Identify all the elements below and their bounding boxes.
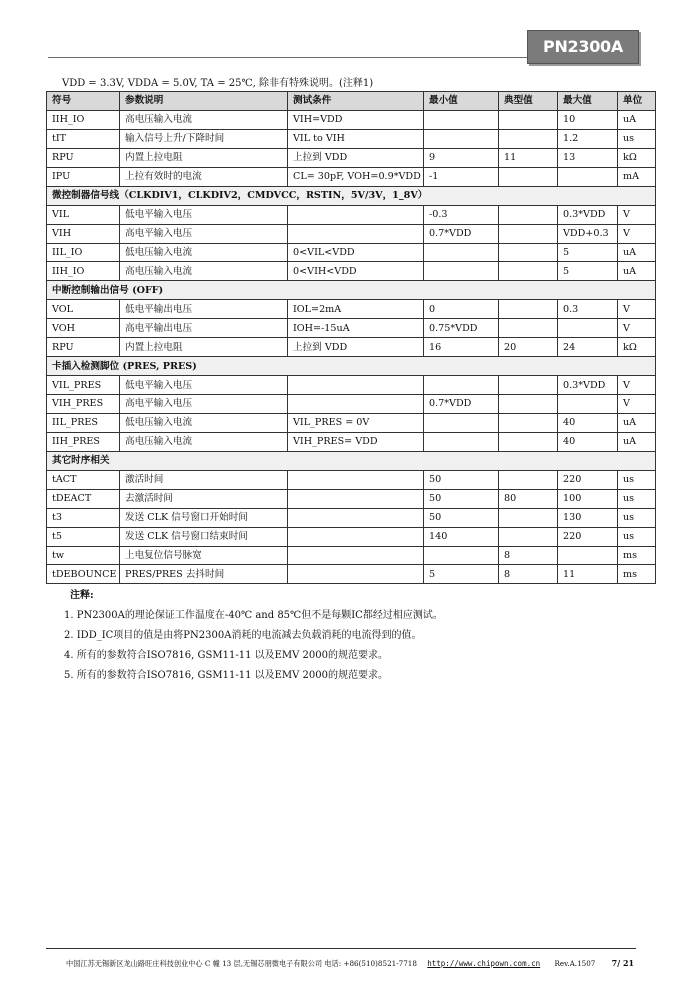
max-cell — [558, 319, 618, 338]
parameter-cell: 低电平输入电压 — [120, 376, 288, 395]
parameter-cell: 高电平输入电压 — [120, 224, 288, 243]
table-row — [47, 470, 656, 489]
symbol-cell: RPU — [47, 148, 120, 167]
note-item: 1. PN2300A的理论保证工作温度在-40℃ and 85℃但不是每颗IC都经过相应测试。 — [64, 610, 443, 621]
symbol-cell: VIL — [47, 205, 120, 224]
max-cell — [558, 167, 618, 186]
column-header: 最大值 — [558, 92, 618, 111]
parameter-cell: 低电平输入电压 — [120, 205, 288, 224]
condition-cell — [288, 205, 424, 224]
page-number: 7/ 21 — [611, 958, 635, 968]
table-row — [47, 319, 656, 338]
parameter-cell: 内置上拉电阻 — [120, 338, 288, 357]
typ-cell — [499, 319, 558, 338]
footer-rule — [46, 948, 636, 949]
typ-cell — [499, 167, 558, 186]
unit-cell: V — [618, 376, 656, 395]
table-row — [47, 395, 656, 414]
table-row — [47, 300, 656, 319]
typ-cell: 8 — [499, 565, 558, 584]
table-row — [47, 205, 656, 224]
min-cell: 0 — [424, 300, 499, 319]
column-header: 最小值 — [424, 92, 499, 111]
max-cell: 0.3*VDD — [558, 205, 618, 224]
table-section-row — [47, 281, 656, 300]
table-row — [47, 413, 656, 432]
condition-cell — [288, 395, 424, 414]
condition-cell: CL= 30pF, VOH=0.9*VDD — [288, 167, 424, 186]
section-title: 其它时序相关 — [47, 451, 656, 470]
condition-cell: 上拉到 VDD — [288, 148, 424, 167]
unit-cell: us — [618, 489, 656, 508]
table-row — [47, 565, 656, 584]
min-cell: 0.7*VDD — [424, 224, 499, 243]
max-cell: 220 — [558, 470, 618, 489]
notes-title: 注释: — [70, 590, 94, 601]
footer-revision: Rev.A.1507 — [554, 959, 596, 968]
typ-cell — [499, 432, 558, 451]
symbol-cell: IPU — [47, 167, 120, 186]
max-cell: 100 — [558, 489, 618, 508]
symbol-cell: tDEACT — [47, 489, 120, 508]
min-cell: 9 — [424, 148, 499, 167]
max-cell: VDD+0.3 — [558, 224, 618, 243]
column-header: 参数说明 — [120, 92, 288, 111]
condition-cell: VIL to VIH — [288, 129, 424, 148]
parameter-cell: 低电压输入电流 — [120, 413, 288, 432]
symbol-cell: VIL_PRES — [47, 376, 120, 395]
typ-cell — [499, 129, 558, 148]
table-row — [47, 129, 656, 148]
parameter-cell: 高电平输出电压 — [120, 319, 288, 338]
unit-cell: V — [618, 205, 656, 224]
unit-cell: kΩ — [618, 338, 656, 357]
table-row — [47, 508, 656, 527]
max-cell: 11 — [558, 565, 618, 584]
min-cell — [424, 546, 499, 565]
column-header: 测试条件 — [288, 92, 424, 111]
parameter-cell: 高电压输入电流 — [120, 262, 288, 281]
max-cell: 130 — [558, 508, 618, 527]
table-section-row — [47, 451, 656, 470]
condition-cell: 0<VIH<VDD — [288, 262, 424, 281]
min-cell: 0.7*VDD — [424, 395, 499, 414]
typ-cell: 8 — [499, 546, 558, 565]
max-cell: 10 — [558, 110, 618, 129]
condition-cell — [288, 489, 424, 508]
section-title: 微控制器信号线（CLKDIV1，CLKDIV2，CMDVCC，RSTIN，5V/3V，1_8V） — [47, 186, 656, 205]
condition-cell — [288, 546, 424, 565]
symbol-cell: tw — [47, 546, 120, 565]
min-cell: 5 — [424, 565, 499, 584]
max-cell: 5 — [558, 243, 618, 262]
parameter-cell: 高电压输入电流 — [120, 432, 288, 451]
min-cell — [424, 432, 499, 451]
table-row — [47, 243, 656, 262]
symbol-cell: RPU — [47, 338, 120, 357]
section-title: 中断控制输出信号 (OFF) — [47, 281, 656, 300]
typ-cell — [499, 262, 558, 281]
footer — [66, 958, 634, 969]
min-cell: 0.75*VDD — [424, 319, 499, 338]
unit-cell: us — [618, 129, 656, 148]
parameter-cell: 高电平输入电压 — [120, 395, 288, 414]
unit-cell: uA — [618, 262, 656, 281]
parameter-cell: 内置上拉电阻 — [120, 148, 288, 167]
parameter-cell: 低电压输入电流 — [120, 243, 288, 262]
table-section-row — [47, 357, 656, 376]
note-item: 2. IDD_IC项目的值是由将PN2300A消耗的电流减去负载消耗的电流得到的值。 — [64, 630, 422, 641]
notes-block — [64, 586, 443, 686]
table-row — [47, 527, 656, 546]
condition-cell — [288, 470, 424, 489]
max-cell: 0.3*VDD — [558, 376, 618, 395]
condition-cell: 0<VIL<VDD — [288, 243, 424, 262]
max-cell: 0.3 — [558, 300, 618, 319]
typ-cell: 80 — [499, 489, 558, 508]
symbol-cell: tDEBOUNCE — [47, 565, 120, 584]
typ-cell — [499, 110, 558, 129]
typ-cell — [499, 376, 558, 395]
condition-cell — [288, 376, 424, 395]
parameter-cell: 输入信号上升/下降时间 — [120, 129, 288, 148]
condition-cell: IOL=2mA — [288, 300, 424, 319]
unit-cell: uA — [618, 243, 656, 262]
typ-cell — [499, 413, 558, 432]
typ-cell — [499, 300, 558, 319]
min-cell: -0.3 — [424, 205, 499, 224]
unit-cell: V — [618, 224, 656, 243]
unit-cell: V — [618, 395, 656, 414]
unit-cell: kΩ — [618, 148, 656, 167]
symbol-cell: IIL_IO — [47, 243, 120, 262]
table-row — [47, 148, 656, 167]
table-header-row — [47, 92, 656, 111]
symbol-cell: IIH_IO — [47, 110, 120, 129]
min-cell — [424, 413, 499, 432]
unit-cell: V — [618, 319, 656, 338]
max-cell — [558, 546, 618, 565]
typ-cell — [499, 395, 558, 414]
unit-cell: V — [618, 300, 656, 319]
min-cell: 50 — [424, 470, 499, 489]
symbol-cell: IIL_PRES — [47, 413, 120, 432]
typ-cell — [499, 527, 558, 546]
table-row — [47, 262, 656, 281]
parameter-cell: 上拉有效时的电流 — [120, 167, 288, 186]
max-cell: 40 — [558, 413, 618, 432]
column-header: 符号 — [47, 92, 120, 111]
condition-cell — [288, 527, 424, 546]
table-row — [47, 338, 656, 357]
symbol-cell: t5 — [47, 527, 120, 546]
min-cell — [424, 376, 499, 395]
part-number-badge: PN2300A — [527, 30, 639, 64]
typ-cell — [499, 470, 558, 489]
unit-cell: uA — [618, 432, 656, 451]
note-item: 5. 所有的参数符合ISO7816, GSM11-11 以及EMV 2000的规范要求。 — [64, 670, 388, 681]
test-conditions: VDD = 3.3V, VDDA = 5.0V, TA = 25℃, 除非有特殊说明。(注释1) — [62, 78, 374, 89]
min-cell: 50 — [424, 489, 499, 508]
table-row — [47, 110, 656, 129]
condition-cell — [288, 565, 424, 584]
condition-cell: VIH_PRES= VDD — [288, 432, 424, 451]
typ-cell — [499, 508, 558, 527]
symbol-cell: IIH_IO — [47, 262, 120, 281]
unit-cell: uA — [618, 110, 656, 129]
unit-cell: us — [618, 527, 656, 546]
min-cell: 140 — [424, 527, 499, 546]
unit-cell: ms — [618, 546, 656, 565]
symbol-cell: VOH — [47, 319, 120, 338]
condition-cell: IOH=-15uA — [288, 319, 424, 338]
table-row — [47, 224, 656, 243]
column-header: 单位 — [618, 92, 656, 111]
unit-cell: mA — [618, 167, 656, 186]
condition-cell: VIH=VDD — [288, 110, 424, 129]
max-cell: 1.2 — [558, 129, 618, 148]
condition-cell — [288, 508, 424, 527]
symbol-cell: VOL — [47, 300, 120, 319]
min-cell — [424, 243, 499, 262]
max-cell: 13 — [558, 148, 618, 167]
condition-cell — [288, 224, 424, 243]
max-cell: 5 — [558, 262, 618, 281]
table-row — [47, 167, 656, 186]
min-cell — [424, 262, 499, 281]
symbol-cell: VIH — [47, 224, 120, 243]
unit-cell: ms — [618, 565, 656, 584]
condition-cell: 上拉到 VDD — [288, 338, 424, 357]
parameter-cell: 激活时间 — [120, 470, 288, 489]
symbol-cell: t3 — [47, 508, 120, 527]
parameter-cell: 低电平输出电压 — [120, 300, 288, 319]
table-row — [47, 489, 656, 508]
column-header: 典型值 — [499, 92, 558, 111]
condition-cell: VIL_PRES = 0V — [288, 413, 424, 432]
typ-cell: 20 — [499, 338, 558, 357]
section-title: 卡插入检测脚位 (PRES, PRES) — [47, 357, 656, 376]
electrical-characteristics-table — [46, 91, 656, 584]
footer-address: 中国江苏无锡新区龙山路旺庄科技创业中心 C 幢 13 层,无锡芯朋微电子有限公司 电话: +86(510)8521-7718 — [66, 959, 417, 968]
typ-cell — [499, 224, 558, 243]
symbol-cell: tACT — [47, 470, 120, 489]
symbol-cell: tIT — [47, 129, 120, 148]
min-cell: -1 — [424, 167, 499, 186]
max-cell: 220 — [558, 527, 618, 546]
unit-cell: uA — [618, 413, 656, 432]
max-cell: 40 — [558, 432, 618, 451]
table-row — [47, 376, 656, 395]
footer-url-link[interactable]: http://www.chipown.com.cn — [427, 959, 541, 968]
parameter-cell: 去激活时间 — [120, 489, 288, 508]
max-cell — [558, 395, 618, 414]
typ-cell — [499, 243, 558, 262]
min-cell: 50 — [424, 508, 499, 527]
min-cell — [424, 129, 499, 148]
min-cell — [424, 110, 499, 129]
table-section-row — [47, 186, 656, 205]
symbol-cell: IIH_PRES — [47, 432, 120, 451]
typ-cell — [499, 205, 558, 224]
unit-cell: us — [618, 470, 656, 489]
unit-cell: us — [618, 508, 656, 527]
parameter-cell: 发送 CLK 信号窗口结束时间 — [120, 527, 288, 546]
parameter-cell: 发送 CLK 信号窗口开始时间 — [120, 508, 288, 527]
symbol-cell: VIH_PRES — [47, 395, 120, 414]
parameter-cell: 高电压输入电流 — [120, 110, 288, 129]
max-cell: 24 — [558, 338, 618, 357]
typ-cell: 11 — [499, 148, 558, 167]
parameter-cell: 上电复位信号脉宽 — [120, 546, 288, 565]
table-row — [47, 432, 656, 451]
parameter-cell: PRES/PRES 去抖时间 — [120, 565, 288, 584]
table-row — [47, 546, 656, 565]
note-item: 4. 所有的参数符合ISO7816, GSM11-11 以及EMV 2000的规范要求。 — [64, 650, 388, 661]
min-cell: 16 — [424, 338, 499, 357]
